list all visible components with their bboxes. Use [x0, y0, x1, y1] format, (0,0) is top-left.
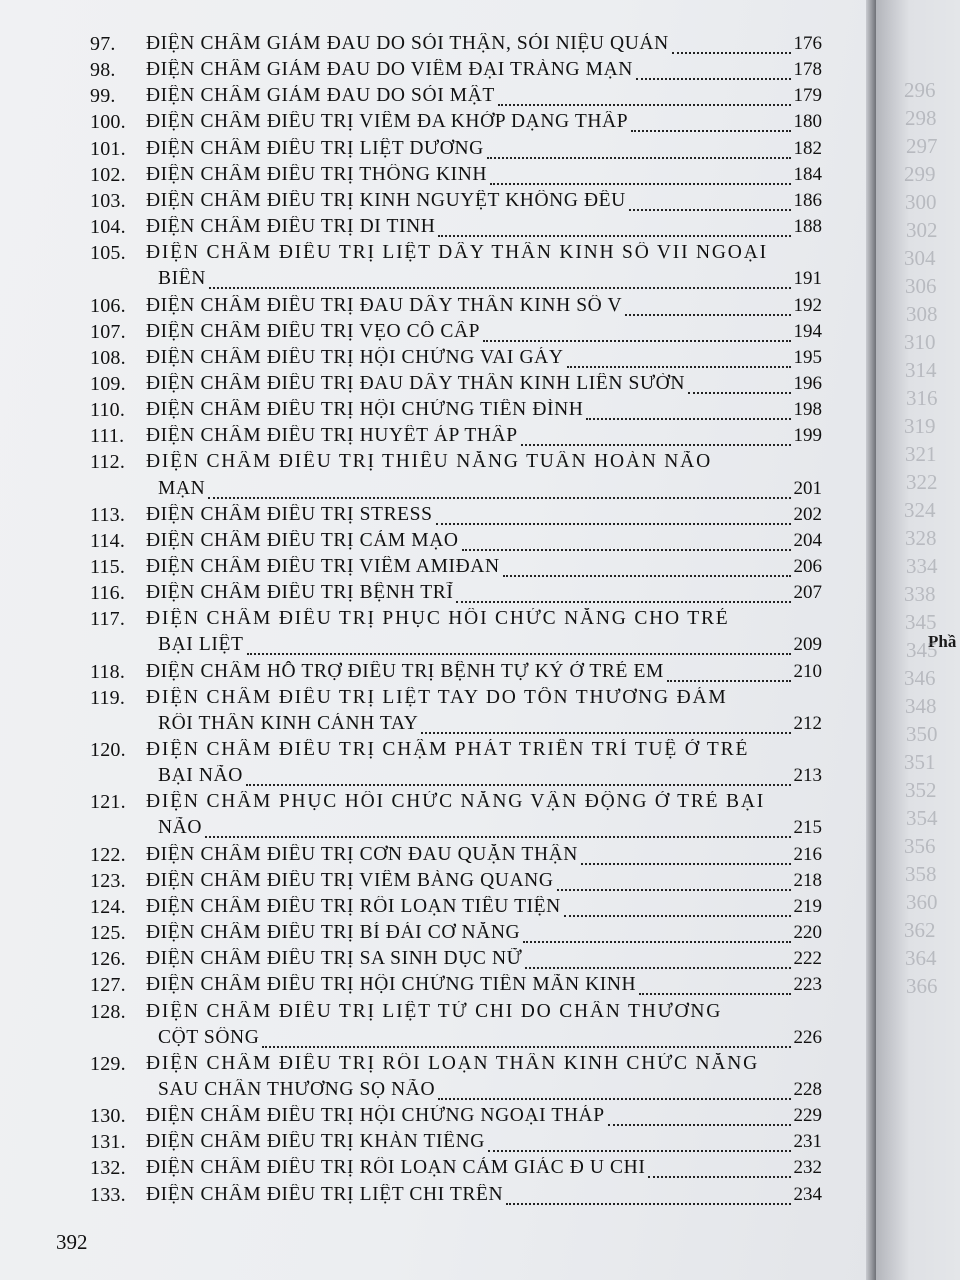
toc-entry-number: 122. [90, 843, 126, 866]
toc-entry-page: 196 [793, 372, 822, 394]
dot-leader [521, 443, 791, 446]
toc-entry-line [146, 974, 822, 1000]
toc-entry-page: 186 [793, 189, 822, 211]
toc-entry-line [146, 242, 822, 268]
show-through-number: 346 [904, 666, 936, 690]
toc-entry-title: ĐIỆN CHÂM ĐIỀU TRỊ HỘI CHỨNG NGOẠI THÁP [146, 1105, 605, 1127]
show-through-number: 316 [906, 386, 938, 410]
toc-entry-title: ĐIỆN CHÂM ĐIỀU TRỊ PHỤC HỒI CHỨC NĂNG CHO TRẺ [146, 608, 730, 630]
toc-entry-title: ĐIỆN CHÂM ĐIỀU TRỊ LIỆT DÂY THẦN KINH SỐ VII NGOẠI [146, 242, 768, 264]
toc-entry-number: 133. [90, 1183, 126, 1206]
toc-entry-page: 194 [793, 320, 822, 342]
toc-entry-number: 108. [90, 346, 126, 369]
toc-entry-number: 132. [90, 1157, 126, 1180]
toc-entry-title: ĐIỆN CHÂM ĐIỀU TRỊ KINH NGUYỆT KHÔNG ĐỀU [146, 189, 626, 211]
toc-entry-number: 129. [90, 1052, 126, 1075]
toc-entry-line [146, 111, 822, 137]
show-through-number: 348 [905, 694, 937, 718]
dot-leader [436, 522, 791, 525]
toc-entry-title: ĐIỆN CHÂM ĐIỀU TRỊ CHẬM PHÁT TRIỂN TRÍ TUỆ Ở TRẺ [146, 739, 750, 761]
toc-entry-title: ĐIỆN CHÂM ĐIỀU TRỊ CƠN ĐAU QUẶN THẬN [146, 843, 578, 865]
toc-entry-page: 182 [793, 137, 822, 159]
toc-entry-title: ĐIỆN CHÂM ĐIỀU TRỊ DI TINH [146, 216, 436, 238]
toc-entry-line [146, 59, 822, 85]
toc-entry-page: 215 [793, 817, 822, 839]
toc-entry-title: ĐIỆN CHÂM ĐIỀU TRỊ STRESS [146, 503, 433, 525]
toc-entry-line [146, 739, 822, 765]
book-page-right [876, 0, 960, 1280]
book-gutter [866, 0, 876, 1280]
show-through-number: 351 [904, 750, 936, 774]
show-through-number: 322 [906, 470, 938, 494]
toc-entry-title: ĐIỆN CHÂM ĐIỀU TRỊ ĐAU DÂY THẦN KINH SỐ V [146, 294, 623, 316]
dot-leader [208, 496, 790, 499]
toc-entry-number: 118. [90, 660, 126, 683]
toc-entry-line [158, 1079, 822, 1105]
toc-entry-line [146, 1001, 822, 1027]
toc-entry-number: 114. [90, 529, 126, 552]
page-number: 392 [56, 1230, 88, 1254]
dot-leader [246, 783, 791, 786]
dot-leader [262, 1045, 790, 1048]
show-through-number: 345 [906, 638, 938, 662]
toc-entry-title: ĐIỆN CHÂM ĐIỀU TRỊ RỐI LOẠN TIỂU TIỆN [146, 895, 561, 917]
toc-entry-title: ĐIỆN CHÂM ĐIỀU TRỊ VIÊM ĐA KHỚP DẠNG THẤP [146, 111, 629, 133]
toc-entry-line [158, 1027, 822, 1053]
toc-entry-line [146, 1157, 822, 1183]
toc-entry-page: 228 [793, 1078, 822, 1100]
toc-entry-line [146, 425, 822, 451]
toc-entry-line [146, 504, 822, 530]
dot-leader [247, 652, 791, 655]
toc-entry-title: RỐI THẦN KINH CÁNH TAY [158, 712, 419, 734]
toc-entry-line [146, 451, 822, 477]
show-through-number: 308 [906, 302, 938, 326]
toc-entry-page: 195 [793, 346, 822, 368]
toc-entry-page: 202 [793, 503, 822, 525]
dot-leader [608, 1123, 791, 1126]
toc-entry-number: 103. [90, 189, 126, 212]
toc-entry-number: 111. [90, 425, 125, 448]
show-through-number: 302 [906, 218, 938, 242]
toc-entry-line [146, 608, 822, 634]
dot-leader [586, 417, 790, 420]
dot-leader [631, 129, 790, 132]
dot-leader [523, 940, 790, 943]
toc-entry-page: 232 [793, 1157, 822, 1179]
toc-entry-number: 116. [90, 582, 126, 605]
toc-entry-number: 117. [90, 608, 126, 631]
toc-entry-number: 119. [90, 686, 126, 709]
toc-entry-line [146, 190, 822, 216]
show-through-number: 299 [904, 162, 936, 186]
toc-entry-line [146, 530, 822, 556]
dot-leader [506, 1202, 790, 1205]
toc-entry-line [146, 399, 822, 425]
toc-entry-page: 234 [793, 1183, 822, 1205]
dot-leader [503, 574, 791, 577]
dot-leader [487, 156, 791, 159]
dot-leader [209, 286, 791, 289]
toc-entry-title: BIÊN [158, 268, 206, 290]
toc-entry-number: 104. [90, 216, 126, 239]
toc-entry-title: BẠI NÃO [158, 765, 243, 787]
toc-entry-number: 113. [90, 503, 126, 526]
toc-entry-line [146, 1184, 822, 1210]
dot-leader [581, 862, 791, 865]
toc-entry-page: 207 [793, 582, 822, 604]
toc-entry-title: ĐIỆN CHÂM HỖ TRỢ ĐIỀU TRỊ BỆNH TỰ KỶ Ở TRẺ EM [146, 660, 664, 682]
toc-entry-number: 107. [90, 320, 126, 343]
toc-entry-line [158, 478, 822, 504]
toc-entry-title: ĐIỆN CHÂM ĐIỀU TRỊ THIỂU NĂNG TUẦN HOÀN NÃO [146, 451, 712, 473]
toc-entry-line [146, 844, 822, 870]
show-through-number: 362 [904, 918, 936, 942]
toc-entry-line [146, 791, 822, 817]
toc-entry-line [146, 1131, 822, 1157]
toc-entry-line [146, 922, 822, 948]
show-through-number: 297 [906, 134, 938, 158]
toc-entry-page: 180 [793, 111, 822, 133]
toc-entry-page: 184 [793, 163, 822, 185]
show-through-number: 321 [905, 442, 937, 466]
toc-entry-page: 218 [793, 869, 822, 891]
toc-entry-line [146, 33, 822, 59]
dot-leader [667, 679, 791, 682]
dot-leader [688, 391, 790, 394]
toc-entry-number: 131. [90, 1131, 126, 1154]
toc-entry-line [158, 713, 822, 739]
toc-entry-number: 98. [90, 59, 116, 82]
toc-entry-page: 216 [793, 843, 822, 865]
show-through-number: 296 [904, 78, 936, 102]
dot-leader [456, 600, 790, 603]
dot-leader [564, 914, 791, 917]
toc-entry-title: ĐIỆN CHÂM ĐIỀU TRỊ HỘI CHỨNG TIỀN ĐÌNH [146, 399, 584, 421]
toc-entry-title: ĐIỆN CHÂM ĐIỀU TRỊ BỆNH TRĨ [146, 582, 454, 604]
dot-leader [488, 1149, 791, 1152]
toc-entry-number: 126. [90, 948, 126, 971]
toc-entry-title: ĐIỆN CHÂM ĐIỀU TRỊ THỐNG KINH [146, 163, 488, 185]
toc-entry-line [146, 870, 822, 896]
show-through-number: 354 [906, 806, 938, 830]
dot-leader [636, 77, 791, 80]
dot-leader [567, 365, 791, 368]
toc-entry-page: 179 [793, 85, 822, 107]
right-page-heading: Phầ [928, 632, 957, 651]
toc-entry-page: 209 [793, 634, 822, 656]
show-through-number: 345 [905, 610, 937, 634]
toc-entry-line [146, 321, 822, 347]
show-through-number: 314 [905, 358, 937, 382]
show-through-number: 364 [905, 946, 937, 970]
toc-entry-page: 198 [793, 399, 822, 421]
toc-entry-line [146, 1105, 822, 1131]
show-through-number: 366 [906, 974, 938, 998]
toc-entry-line [146, 295, 822, 321]
toc-entry-page: 222 [793, 948, 822, 970]
toc-entry-number: 100. [90, 111, 126, 134]
toc-entry-page: 204 [793, 529, 822, 551]
toc-entry-title: ĐIỆN CHÂM ĐIỀU TRỊ LIỆT TAY DO TỔN THƯƠNG ĐÁM [146, 686, 728, 708]
toc-entry-title: CỘT SỐNG [158, 1026, 260, 1048]
toc-entry-line [146, 661, 822, 687]
toc-entry-page: 231 [793, 1131, 822, 1153]
toc-entry-line [146, 347, 822, 373]
show-through-number: 324 [904, 498, 936, 522]
show-through-number: 310 [904, 330, 936, 354]
toc-entry-title: ĐIỆN CHÂM ĐIỀU TRỊ VẸO CỔ CẤP [146, 320, 481, 342]
toc-entry-page: 223 [793, 974, 822, 996]
toc-entry-title: NÃO [158, 817, 203, 839]
toc-entry-number: 106. [90, 294, 126, 317]
toc-entry-number: 112. [90, 451, 126, 474]
toc-entry-line [146, 556, 822, 582]
toc-entry-line [146, 582, 822, 608]
toc-entry-title: ĐIỆN CHÂM ĐIỀU TRỊ LIỆT CHI TRÊN [146, 1183, 504, 1205]
toc-entry-page: 219 [793, 895, 822, 917]
toc-entry-title: ĐIỆN CHÂM ĐIỀU TRỊ VIÊM AMIĐAN [146, 556, 500, 577]
toc-entry-title: ĐIỆN CHÂM ĐIỀU TRỊ KHÀN TIẾNG [146, 1131, 485, 1153]
toc-entry-line [158, 817, 822, 843]
toc-entry-number: 123. [90, 869, 126, 892]
dot-leader [462, 548, 791, 551]
dot-leader [498, 103, 791, 106]
toc-entry-page: 212 [793, 712, 822, 734]
dot-leader [625, 313, 790, 316]
toc-entry-line [146, 948, 822, 974]
toc-entry-page: 220 [793, 922, 822, 944]
dot-leader [438, 1097, 790, 1100]
toc-entry-page: 229 [793, 1105, 822, 1127]
toc-entry-title: SAU CHẤN THƯƠNG SỌ NÃO [158, 1078, 436, 1100]
toc-entry-title: ĐIỆN CHÂM ĐIỀU TRỊ HỘI CHỨNG TIỀN MÃN KINH [146, 974, 637, 996]
toc-entry-title: ĐIỆN CHÂM ĐIỀU TRỊ BÍ ĐÁI CƠ NĂNG [146, 922, 521, 944]
show-through-number: 300 [905, 190, 937, 214]
toc-entry-line [146, 373, 822, 399]
toc-entry-number: 97. [90, 33, 116, 55]
toc-entry-line [146, 85, 822, 111]
show-through-number: 350 [906, 722, 938, 746]
toc-entry-number: 105. [90, 242, 126, 265]
toc-entry-title: ĐIỆN CHÂM ĐIỀU TRỊ LIỆT TỨ CHI DO CHẤN THƯƠNG [146, 1000, 723, 1022]
toc-entry-title: ĐIỆN CHÂM ĐIỀU TRỊ CẢM MẠO [146, 529, 459, 551]
dot-leader [421, 731, 790, 734]
toc-entry-page: 188 [793, 216, 822, 238]
toc-entry-title: ĐIỆN CHÂM ĐIỀU TRỊ HỘI CHỨNG VAI GÁY [146, 346, 564, 368]
dot-leader [205, 835, 790, 838]
toc-entry-page: 178 [793, 59, 822, 81]
toc-entry-number: 99. [90, 85, 116, 108]
toc-entry-line [158, 268, 822, 294]
toc-entry-page: 210 [793, 660, 822, 682]
toc-entry-number: 101. [90, 137, 126, 160]
toc-entry-title: ĐIỆN CHÂM GIẢM ĐAU DO SỎI THẬN, SỎI NIỆU QUẢN [146, 33, 669, 54]
toc-entry-title: ĐIỆN CHÂM ĐIỀU TRỊ RỐI LOẠN CẢM GIÁC Đ U CHI [146, 1157, 646, 1179]
toc-entry-number: 121. [90, 791, 126, 814]
toc-entry-line [146, 896, 822, 922]
toc-entry-line [146, 138, 822, 164]
toc-entry-page: 226 [793, 1026, 822, 1048]
toc-entry-page: 201 [793, 477, 822, 499]
toc-entry-number: 102. [90, 163, 126, 186]
toc-entry-page: 176 [793, 33, 822, 54]
toc-entry-title: ĐIỆN CHÂM ĐIỀU TRỊ RỐI LOẠN THẦN KINH CHỨC NĂNG [146, 1052, 760, 1074]
toc-entry-title: BẠI LIỆT [158, 634, 244, 656]
dot-leader [490, 182, 790, 185]
show-through-number: 352 [905, 778, 937, 802]
toc-entry-line [146, 216, 822, 242]
show-through-number: 306 [905, 274, 937, 298]
show-through-number: 298 [905, 106, 937, 130]
dot-leader [557, 888, 791, 891]
toc-entry-page: 192 [793, 294, 822, 316]
toc-entry-page: 206 [793, 556, 822, 577]
toc-entry-number: 128. [90, 1000, 126, 1023]
toc-entry-title: ĐIỆN CHÂM ĐIỀU TRỊ LIỆT DƯƠNG [146, 137, 484, 159]
toc-entry-title: ĐIỆN CHÂM ĐIỀU TRỊ HUYẾT ÁP THẤP [146, 425, 518, 447]
toc-entry-number: 110. [90, 399, 126, 422]
toc-entry-number: 115. [90, 556, 126, 578]
toc-entry-number: 130. [90, 1105, 126, 1128]
show-through-number: 338 [904, 582, 936, 606]
show-through-number: 356 [904, 834, 936, 858]
toc-entry-number: 125. [90, 922, 126, 945]
toc-entry-title: MẠN [158, 477, 206, 499]
show-through-number: 304 [904, 246, 936, 270]
toc-entry-title: ĐIỆN CHÂM ĐIỀU TRỊ ĐAU DÂY THẦN KINH LIÊN SƯỜN [146, 372, 686, 394]
toc-entry-page: 199 [793, 425, 822, 447]
show-through-number: 328 [905, 526, 937, 550]
toc-entry-title: ĐIỆN CHÂM ĐIỀU TRỊ SA SINH DỤC NỮ [146, 948, 523, 970]
dot-leader [525, 966, 790, 969]
show-through-number: 360 [906, 890, 938, 914]
toc-entry-number: 124. [90, 895, 126, 918]
toc-entry-number: 120. [90, 739, 126, 762]
dot-leader [672, 51, 791, 54]
dot-leader [629, 208, 791, 211]
dot-leader [639, 992, 790, 995]
toc-entry-title: ĐIỆN CHÂM ĐIỀU TRỊ VIÊM BÀNG QUANG [146, 869, 554, 891]
dot-leader [483, 339, 790, 342]
toc-entry-line [146, 1053, 822, 1079]
toc-entry-number: 109. [90, 372, 126, 395]
toc-entry-title: ĐIỆN CHÂM GIẢM ĐAU DO SỎI MẬT [146, 85, 495, 107]
dot-leader [438, 234, 790, 237]
toc-entry-page: 191 [793, 268, 822, 290]
toc-entry-title: ĐIỆN CHÂM GIẢM ĐAU DO VIÊM ĐẠI TRÀNG MẠN [146, 59, 633, 81]
toc-entry-title: ĐIỆN CHÂM PHỤC HỒI CHỨC NĂNG VẬN ĐỘNG Ở TRẺ BẠI [146, 791, 766, 813]
toc-entry-line [158, 634, 822, 660]
toc-entry-line [146, 164, 822, 190]
show-through-number: 334 [906, 554, 938, 578]
toc-entry-line [158, 765, 822, 791]
show-through-number: 358 [905, 862, 937, 886]
show-through-number: 319 [904, 414, 936, 438]
dot-leader [648, 1175, 790, 1178]
toc-entry-line [146, 687, 822, 713]
toc-entry-number: 127. [90, 974, 126, 997]
toc-entry-page: 213 [793, 765, 822, 787]
